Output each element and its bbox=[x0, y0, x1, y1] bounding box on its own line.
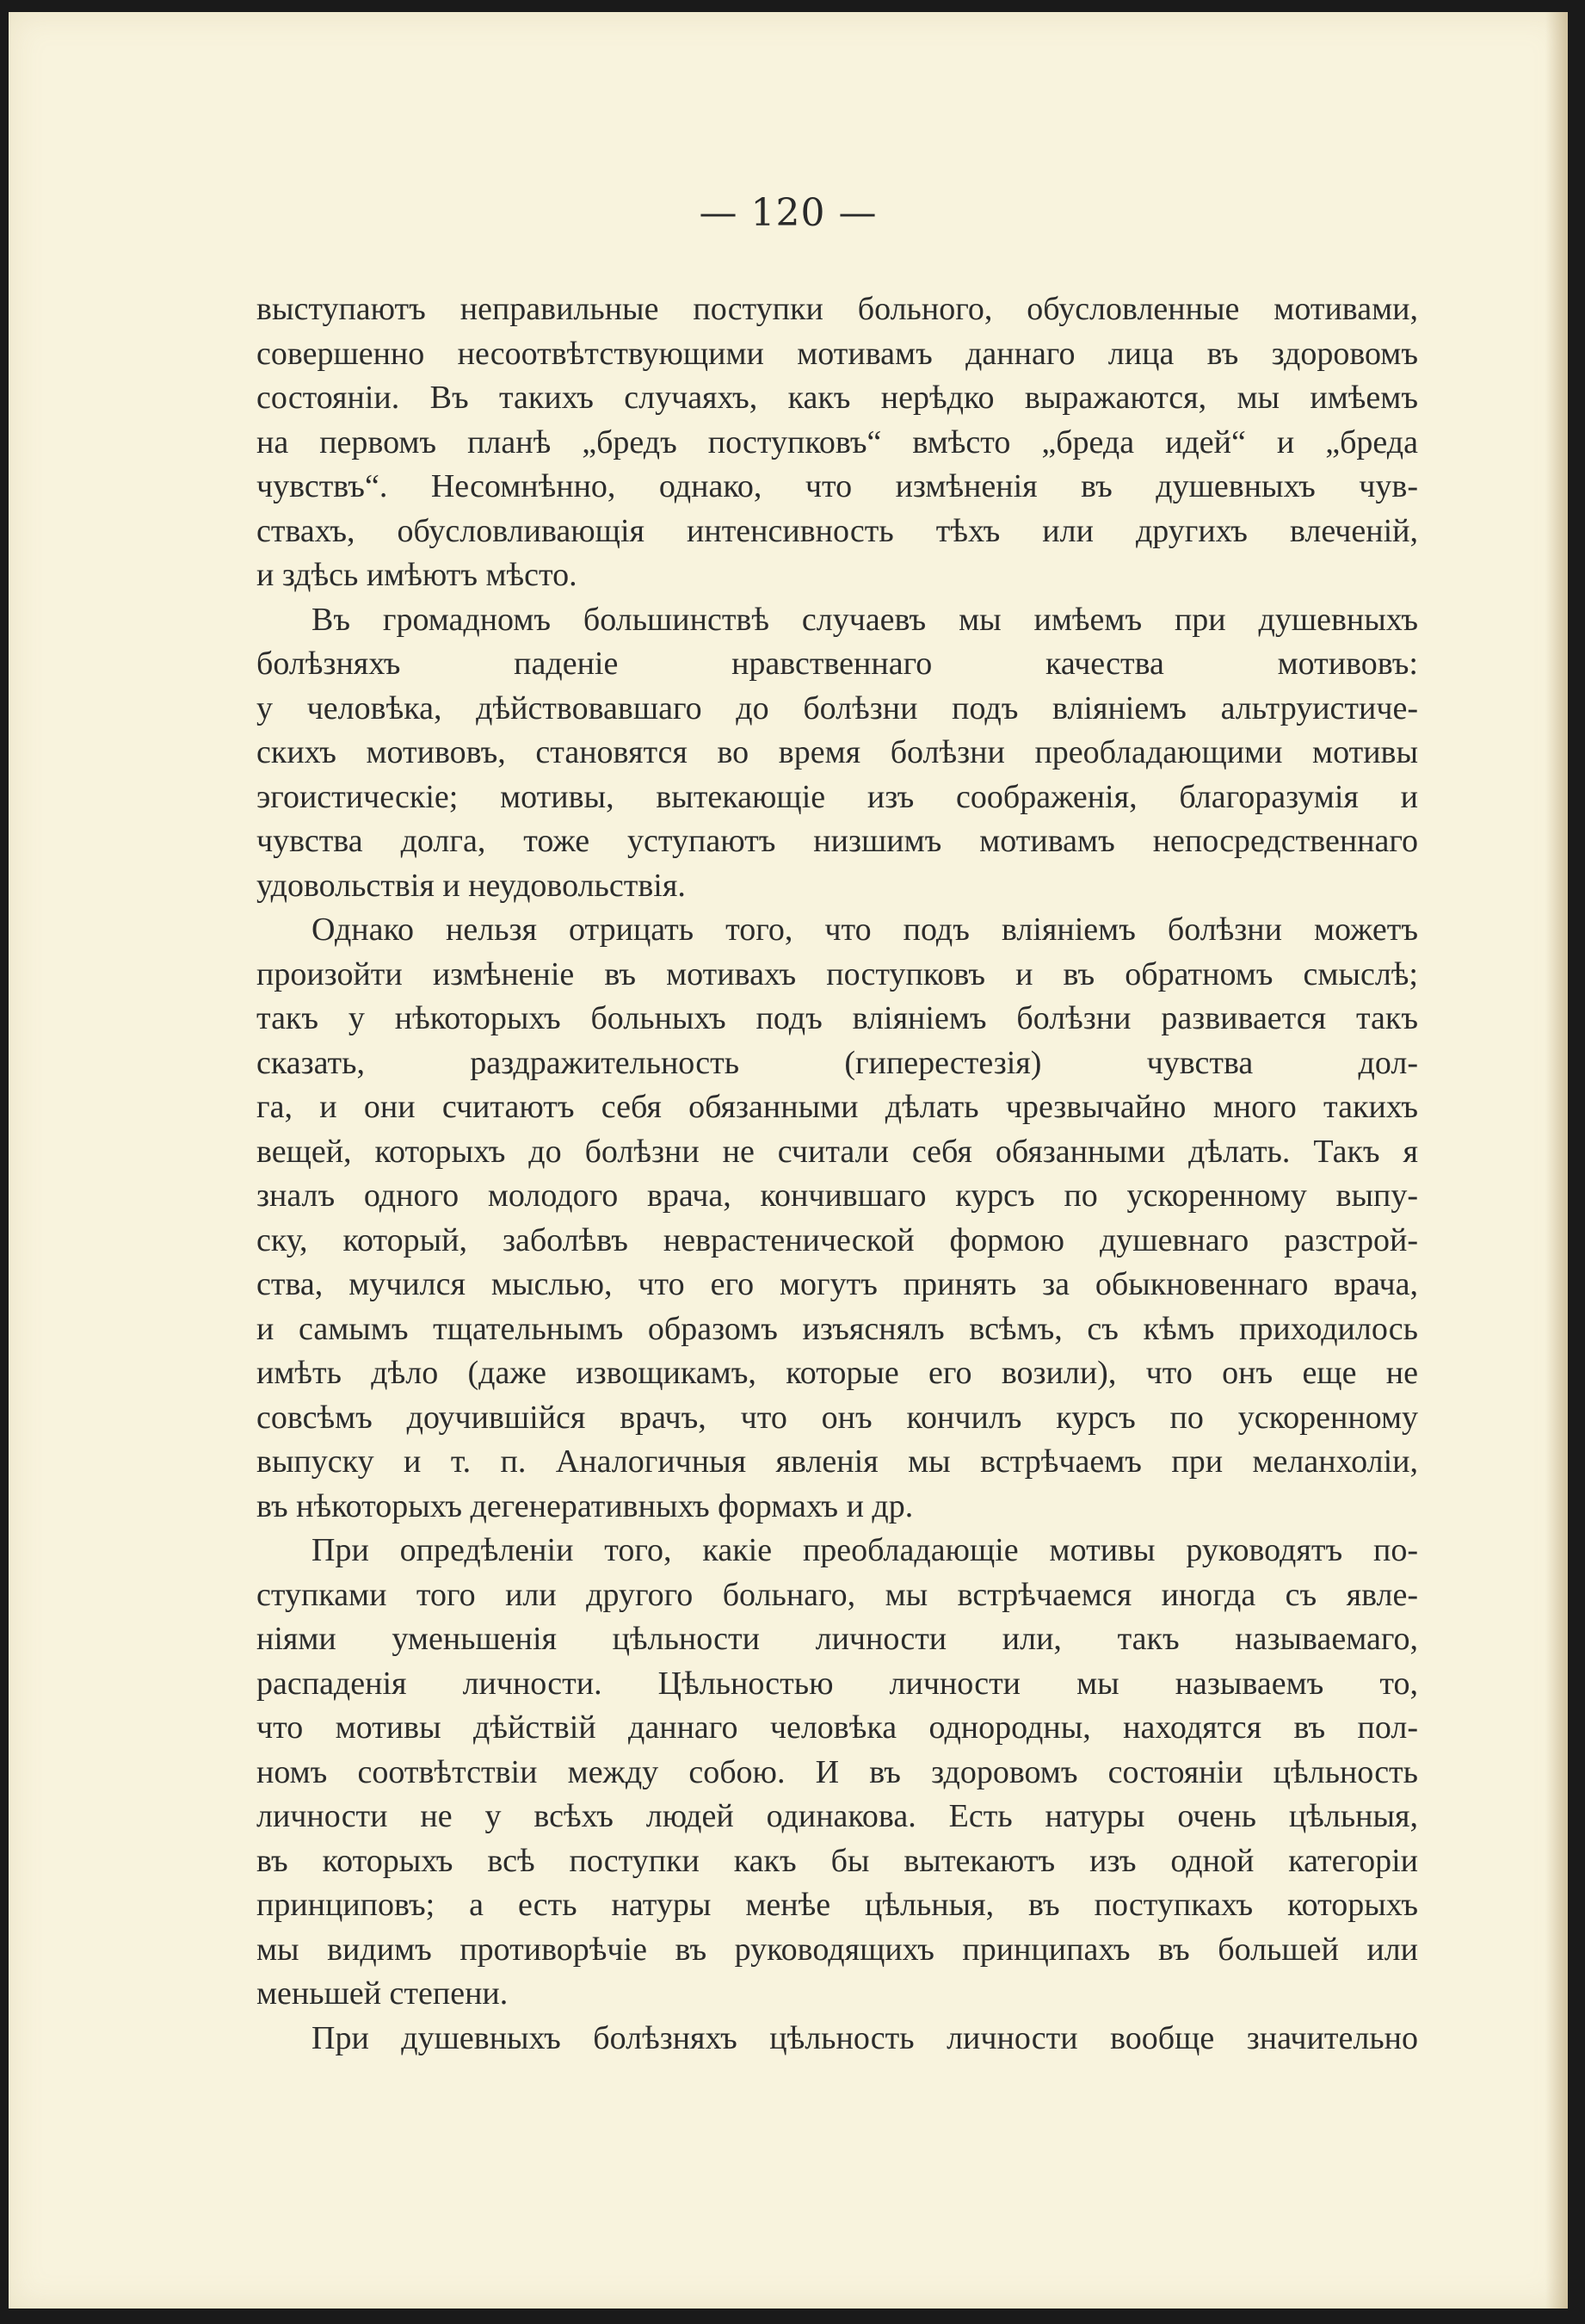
paragraph bbox=[256, 598, 1418, 909]
text-line: произойти измѣненіе въ мотивахъ поступковъ и въ обратномъ смыслѣ; bbox=[256, 955, 1418, 992]
text-line: на первомъ планѣ „бредъ поступковъ“ вмѣсто „бреда идей“ и „бреда bbox=[256, 423, 1418, 460]
text-line: сказать, раздражительность (гиперестезія) чувства дол- bbox=[256, 1044, 1418, 1081]
text-line: состояніи. Въ такихъ случаяхъ, какъ нерѣдко выражаются, мы имѣемъ bbox=[256, 380, 1418, 416]
text-line: совсѣмъ доучившійся врачъ, что онъ кончилъ курсъ по ускоренному bbox=[256, 1399, 1418, 1436]
text-line: выпуску и т. п. Аналогичныя явленія мы встрѣчаемъ при меланхоліи, bbox=[256, 1443, 1418, 1480]
text-line: При опредѣленіи того, какіе преобладающіе мотивы руководятъ по- bbox=[311, 1532, 1418, 1568]
paragraph bbox=[256, 908, 1418, 1529]
text-line: ніями уменьшенія цѣльности личности или, такъ называемаго, bbox=[256, 1621, 1418, 1657]
text-line: имѣть дѣло (даже извощикамъ, которые его возили), что онъ еще не bbox=[256, 1355, 1418, 1391]
text-line: болѣзняхъ паденіе нравственнаго качества мотивовъ: bbox=[256, 646, 1418, 682]
text-line: номъ соотвѣтствіи между собою. И въ здоровомъ состояніи цѣльность bbox=[256, 1753, 1418, 1790]
text-line: что мотивы дѣйствій даннаго человѣка однородны, находятся въ пол- bbox=[256, 1709, 1418, 1746]
text-line: и здѣсь имѣютъ мѣсто. bbox=[256, 557, 577, 593]
text-line: у человѣка, дѣйствовавшаго до болѣзни подъ вліяніемъ альтруистиче- bbox=[256, 689, 1418, 726]
text-line: ствахъ, обусловливающія интенсивность тѣхъ или другихъ влеченій, bbox=[256, 512, 1418, 549]
text-line: въ нѣкоторыхъ дегенеративныхъ формахъ и др. bbox=[256, 1487, 914, 1524]
text-line: Однако нельзя отрицать того, что подъ вліяніемъ болѣзни можетъ bbox=[311, 912, 1418, 948]
text-line: чувства долга, тоже уступаютъ низшимъ мотивамъ непосредственнаго bbox=[256, 823, 1418, 859]
text-line: га, и они считаютъ себя обязанными дѣлать чрезвычайно много такихъ bbox=[256, 1089, 1418, 1125]
text-line: При душевныхъ болѣзняхъ цѣльность личности вообще значительно bbox=[311, 2019, 1418, 2056]
text-line: Въ громадномъ большинствѣ случаевъ мы имѣемъ при душевныхъ bbox=[311, 601, 1418, 638]
text-line: личности не у всѣхъ людей одинакова. Есть натуры очень цѣльныя, bbox=[256, 1798, 1418, 1834]
text-line: совершенно несоотвѣтствующими мотивамъ даннаго лица въ здоровомъ bbox=[256, 335, 1418, 372]
page-number: — 120 — bbox=[699, 191, 878, 235]
text-line: зналъ одного молодого врача, кончившаго курсъ по ускоренному выпу- bbox=[256, 1177, 1418, 1214]
text-line: такъ у нѣкоторыхъ больныхъ подъ вліяніемъ болѣзни развивается такъ bbox=[256, 1000, 1418, 1036]
text-line: мы видимъ противорѣчіе въ руководящихъ принципахъ въ большей или bbox=[256, 1931, 1418, 1968]
text-line: распаденія личности. Цѣльностью личности мы называемъ то, bbox=[256, 1665, 1418, 1702]
body-text bbox=[256, 287, 1418, 2061]
text-line: удовольствія и неудовольствія. bbox=[256, 867, 686, 904]
text-line: въ которыхъ всѣ поступки какъ бы вытекаютъ изъ одной категоріи bbox=[256, 1842, 1418, 1879]
paragraph bbox=[256, 287, 1418, 598]
text-line: эгоистическіе; мотивы, вытекающіе изъ соображенія, благоразумія и bbox=[256, 778, 1418, 815]
book-page bbox=[9, 12, 1568, 2309]
text-line: и самымъ тщательнымъ образомъ изъяснялъ всѣмъ, съ кѣмъ приходилось bbox=[256, 1310, 1418, 1347]
text-line: принциповъ; а есть натуры менѣе цѣльныя, въ поступкахъ которыхъ bbox=[256, 1887, 1418, 1923]
text-line: ску, который, заболѣвъ неврастенической формою душевнаго разстрой- bbox=[256, 1221, 1418, 1258]
text-line: меньшей степени. bbox=[256, 1975, 509, 2012]
text-line: выступаютъ неправильные поступки больного, обусловленные мотивами, bbox=[256, 291, 1418, 327]
paragraph bbox=[256, 1529, 1418, 2017]
paragraph bbox=[256, 2017, 1418, 2061]
text-line: ступками того или другого больнаго, мы встрѣчаемся иногда съ явле- bbox=[256, 1576, 1418, 1613]
text-line: вещей, которыхъ до болѣзни не считали себя обязанными дѣлать. Такъ я bbox=[256, 1133, 1418, 1170]
text-line: чувствъ“. Несомнѣнно, однако, что измѣненія въ душевныхъ чув- bbox=[256, 468, 1418, 504]
text-line: ства, мучился мыслью, что его могутъ принять за обыкновеннаго врача, bbox=[256, 1266, 1418, 1302]
text-line: скихъ мотивовъ, становятся во время болѣзни преобладающими мотивы bbox=[256, 734, 1418, 770]
